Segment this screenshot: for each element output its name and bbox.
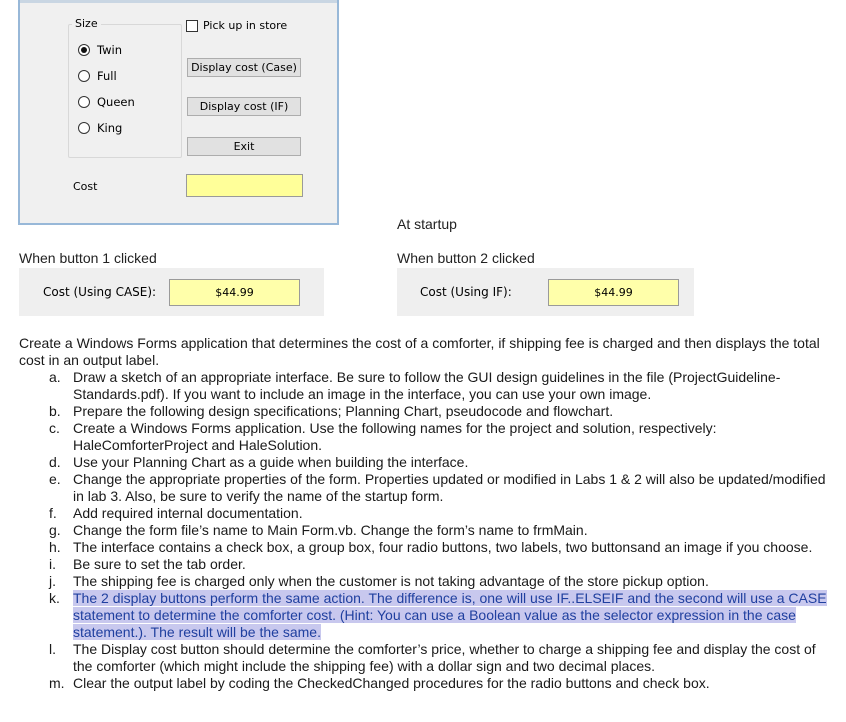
caption-button2: When button 2 clicked bbox=[397, 250, 535, 266]
display-cost-if-button[interactable]: Display cost (IF) bbox=[187, 97, 301, 116]
list-item bbox=[19, 573, 831, 590]
list-marker: h. bbox=[49, 539, 61, 555]
list-item-text: The 2 display buttons perform the same action. The difference is, one will use IF..ELSEIF and the second will use a CASE statement to determine the comforter cost. (Hint: You can use a Boolean value as the selector expression in the case statement.). The result will be the same. bbox=[73, 590, 827, 640]
result-panel-case bbox=[19, 268, 324, 316]
pickup-label: Pick up in store bbox=[203, 19, 288, 32]
list-item-text: Create a Windows Forms application. Use the following names for the project and solution, respectively: HaleComforterProject and HaleSolution. bbox=[73, 420, 717, 453]
instruction-list bbox=[19, 369, 831, 692]
list-item-text: Change the appropriate properties of the form. Properties updated or modified in Labs 1 & 2 will also be updated/modified in lab 3. Also, be sure to verify the name of the startup form. bbox=[73, 471, 826, 504]
cost-label: Cost bbox=[73, 180, 98, 193]
radio-queen-label: Queen bbox=[97, 95, 135, 109]
radio-circle-icon bbox=[78, 70, 90, 82]
list-item bbox=[19, 505, 831, 522]
radio-king-label: King bbox=[97, 121, 123, 135]
list-marker: d. bbox=[49, 454, 61, 470]
radio-full-label: Full bbox=[97, 69, 117, 83]
radio-circle-icon bbox=[78, 96, 90, 108]
case-result-output: $44.99 bbox=[169, 279, 300, 306]
cost-output bbox=[186, 174, 303, 197]
radio-full[interactable] bbox=[78, 69, 117, 83]
list-marker: b. bbox=[49, 403, 61, 419]
list-item-text: Change the form file’s name to Main Form.vb. Change the form’s name to frmMain. bbox=[73, 522, 588, 538]
list-item-text: Use your Planning Chart as a guide when building the interface. bbox=[73, 454, 469, 470]
size-group-label: Size bbox=[72, 17, 101, 30]
list-item bbox=[19, 454, 831, 471]
list-item-text: Add required internal documentation. bbox=[73, 505, 303, 521]
list-item bbox=[19, 590, 831, 641]
result-panel-if bbox=[397, 268, 694, 316]
if-result-label: Cost (Using IF): bbox=[420, 285, 512, 299]
list-item-text: Clear the output label by coding the CheckedChanged procedures for the radio buttons and check box. bbox=[73, 675, 710, 691]
list-item bbox=[19, 539, 831, 556]
list-marker: l. bbox=[49, 641, 56, 657]
list-marker: j. bbox=[49, 573, 56, 589]
intro-paragraph: Create a Windows Forms application that determines the cost of a comforter, if shipping fee is charged and then displays the total cost in an output label. bbox=[19, 335, 820, 368]
list-item bbox=[19, 369, 831, 403]
assignment-text bbox=[19, 335, 831, 692]
list-item-text: Prepare the following design specifications; Planning Chart, pseudocode and flowchart. bbox=[73, 403, 614, 419]
list-item-text: The shipping fee is charged only when the customer is not taking advantage of the store pickup option. bbox=[73, 573, 709, 589]
list-item-text: Be sure to set the tab order. bbox=[73, 556, 246, 572]
list-marker: c. bbox=[49, 420, 60, 436]
pickup-checkbox[interactable] bbox=[186, 19, 287, 32]
list-marker: i. bbox=[49, 556, 56, 572]
if-result-output: $44.99 bbox=[548, 279, 679, 306]
list-marker: m. bbox=[49, 675, 65, 691]
checkbox-icon bbox=[186, 20, 198, 32]
radio-king[interactable] bbox=[78, 121, 122, 135]
list-marker: k. bbox=[49, 590, 60, 606]
list-item bbox=[19, 675, 831, 692]
caption-button1: When button 1 clicked bbox=[19, 250, 157, 266]
list-item bbox=[19, 641, 831, 675]
list-item bbox=[19, 471, 831, 505]
exit-button[interactable]: Exit bbox=[187, 137, 301, 156]
radio-twin-label: Twin bbox=[97, 43, 123, 57]
list-item-text: The Display cost button should determine the comforter’s price, whether to charge a shipping fee and display the cost of the comforter (which might include the shipping fee) with a dollar sign and two decimal places. bbox=[73, 641, 816, 674]
list-item-text: Draw a sketch of an appropriate interface. Be sure to follow the GUI design guidelines in the file (ProjectGuideline-Standards.pdf). If you want to include an image in the interface, you can use your own image. bbox=[73, 369, 781, 402]
list-marker: f. bbox=[49, 505, 57, 521]
radio-twin[interactable] bbox=[78, 43, 122, 57]
list-item bbox=[19, 522, 831, 539]
caption-startup: At startup bbox=[397, 216, 457, 232]
radio-circle-icon bbox=[78, 44, 90, 56]
list-marker: e. bbox=[49, 471, 61, 487]
list-item bbox=[19, 403, 831, 420]
list-marker: g. bbox=[49, 522, 61, 538]
list-marker: a. bbox=[49, 369, 61, 385]
case-result-label: Cost (Using CASE): bbox=[43, 285, 157, 299]
form-top-border bbox=[20, 0, 337, 3]
list-item-text: The interface contains a check box, a group box, four radio buttons, two labels, two buttonsand an image if you choose. bbox=[73, 539, 813, 555]
display-cost-case-button[interactable]: Display cost (Case) bbox=[187, 58, 301, 77]
list-item bbox=[19, 556, 831, 573]
radio-circle-icon bbox=[78, 122, 90, 134]
list-item bbox=[19, 420, 831, 454]
radio-queen[interactable] bbox=[78, 95, 135, 109]
